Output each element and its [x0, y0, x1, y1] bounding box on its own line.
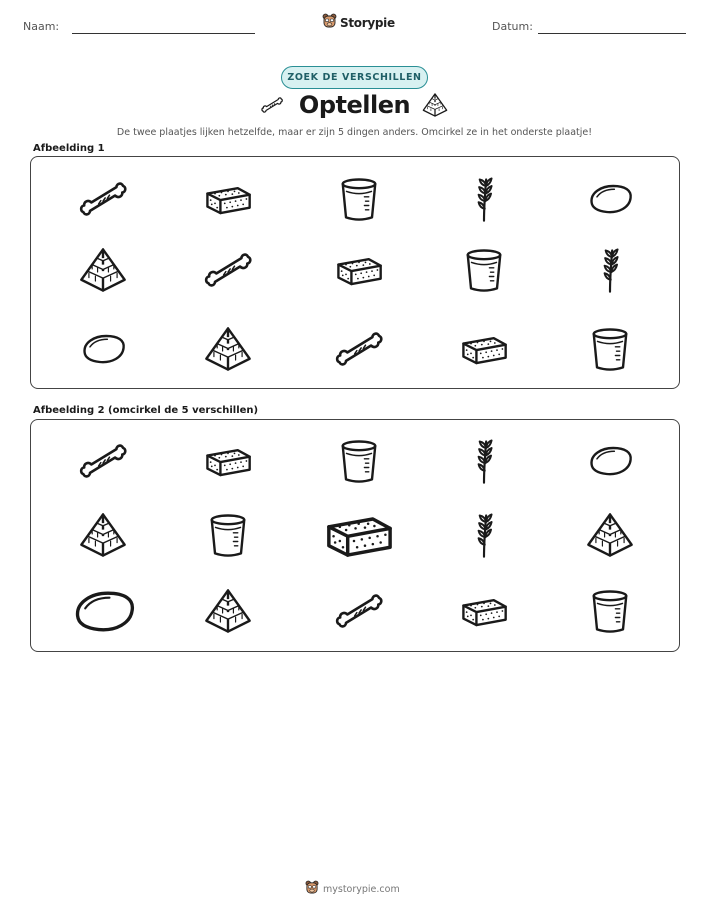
picture-1-label: Afbeelding 1: [33, 143, 105, 154]
date-line[interactable]: [538, 33, 686, 34]
bone-icon[interactable]: [77, 435, 129, 487]
sponge-icon: [202, 173, 254, 225]
pyramid-icon[interactable]: [77, 509, 129, 561]
stone-icon[interactable]: [584, 435, 636, 487]
footer-url[interactable]: mystorypie.com: [323, 884, 400, 895]
sponge-icon: [333, 244, 385, 296]
page-title: Optellen: [298, 91, 411, 119]
storypie-mascot-icon: [305, 880, 319, 899]
stone-icon[interactable]: [67, 575, 140, 648]
sponge-icon[interactable]: [202, 435, 254, 487]
bone-icon: [333, 323, 385, 375]
cup-icon[interactable]: [333, 435, 385, 487]
cup-icon[interactable]: [202, 509, 254, 561]
stone-icon: [77, 323, 129, 375]
picture-2-label: Afbeelding 2 (omcirkel de 5 verschillen): [33, 405, 259, 416]
wheat-icon: [458, 173, 510, 225]
pyramid-icon: [77, 244, 129, 296]
wheat-icon[interactable]: [458, 509, 510, 561]
bone-icon[interactable]: [333, 585, 385, 637]
sponge-icon: [458, 323, 510, 375]
name-label: Naam:: [23, 20, 60, 33]
instructions: De twee plaatjes lijken hetzelfde, maar er zijn 5 dingen anders. Omcirkel ze in het onderste plaatje!: [116, 127, 593, 138]
footer: [305, 880, 400, 899]
category-badge: ZOEK DE VERSCHILLEN: [281, 66, 428, 89]
sponge-icon[interactable]: [321, 497, 396, 572]
pyramid-icon[interactable]: [584, 509, 636, 561]
cup-icon: [584, 323, 636, 375]
wheat-icon[interactable]: [458, 435, 510, 487]
bone-icon: [202, 244, 254, 296]
pyramid-icon: [202, 323, 254, 375]
sponge-icon[interactable]: [458, 585, 510, 637]
brand-name: Storypie: [340, 16, 395, 30]
pyramid-icon: [419, 91, 451, 123]
bone-icon: [77, 173, 129, 225]
pyramid-icon[interactable]: [202, 585, 254, 637]
cup-icon: [458, 244, 510, 296]
cup-icon: [333, 173, 385, 225]
wheat-icon: [584, 244, 636, 296]
brand-logo: [322, 13, 395, 33]
stone-icon: [584, 173, 636, 225]
name-line[interactable]: [72, 33, 255, 34]
storypie-mascot-icon: [322, 13, 337, 33]
cup-icon[interactable]: [584, 585, 636, 637]
date-label: Datum:: [492, 20, 533, 33]
